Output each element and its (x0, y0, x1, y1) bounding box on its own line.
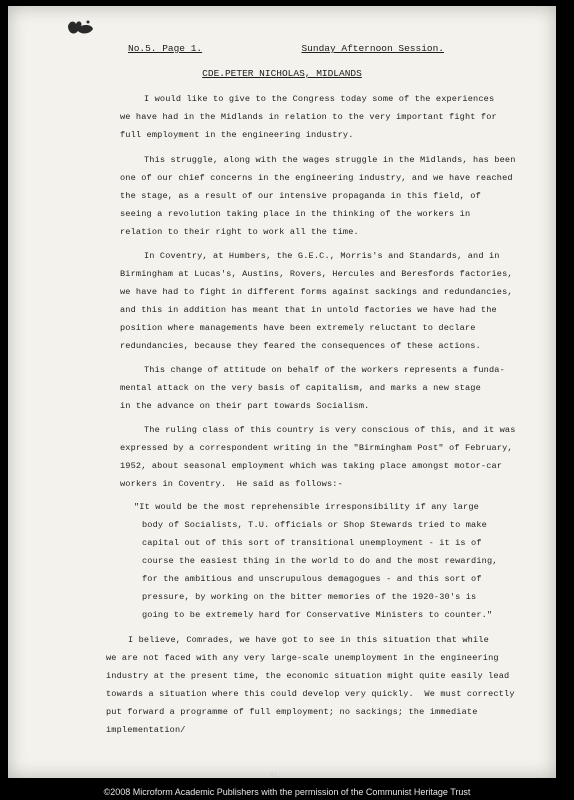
text-line: workers in Coventry. He said as follows:- (120, 479, 343, 489)
copyright-notice: ©2008 Microform Academic Publishers with the permission of the Communist Heritage Trust (103, 787, 471, 797)
text-line: full employment in the engineering industry. (120, 130, 354, 140)
quote-line: course the easiest thing in the world to do and the most rewarding, (142, 556, 498, 566)
text-line: In Coventry, at Humbers, the G.E.C., Morris's and Standards, and in (144, 251, 500, 261)
quote-line: going to be extremely hard for Conservative Ministers to counter." (142, 610, 493, 620)
text-line: in the advance on their part towards Socialism. (120, 401, 370, 411)
ink-blot-mark (66, 18, 96, 38)
text-line: implementation/ (106, 725, 186, 735)
text-line: expressed by a correspondent writing in the "Birmingham Post" of February, (120, 443, 513, 453)
text-line: mental attack on the very basis of capitalism, and marks a new stage (120, 383, 481, 393)
text-line: we are not faced with any very large-scale unemployment in the engineering (106, 653, 499, 663)
speaker-heading: CDE.PETER NICHOLAS, MIDLANDS (202, 68, 362, 79)
text-line: This struggle, along with the wages struggle in the Midlands, has been (144, 155, 516, 165)
document-page (8, 6, 556, 778)
page-reference: No.5. Page 1. (128, 43, 203, 54)
text-line: This change of attitude on behalf of the workers represents a funda- (144, 365, 505, 375)
text-line: put forward a programme of full employment; no sackings; the immediate (106, 707, 478, 717)
quote-line: "It would be the most reprehensible irresponsibility if any large (134, 502, 479, 512)
text-line: redundancies, because they feared the consequences of these actions. (120, 341, 481, 351)
text-line: the stage, as a result of our intensive propaganda in this field, of (120, 191, 481, 201)
page-header (128, 43, 444, 57)
session-label: Sunday Afternoon Session. (301, 43, 444, 54)
quote-line: body of Socialists, T.U. officials or Shop Stewards tried to make (142, 520, 487, 530)
text-line: we have had to fight in different forms against sackings and redundancies, (120, 287, 513, 297)
text-line: 1952, about seasonal employment which was taking place amongst motor-car (120, 461, 503, 471)
quote-line: capital out of this sort of transitional unemployment - it is of (142, 538, 482, 548)
text-line: towards a situation where this could develop very quickly. We must correctly (106, 689, 515, 699)
text-line: I would like to give to the Congress today some of the experiences (144, 94, 495, 104)
text-line: industry at the present time, the economic situation might quite easily lead (106, 671, 510, 681)
text-line: one of our chief concerns in the engineering industry, and we have reached (120, 173, 513, 183)
text-line: position where managements have been extremely reluctant to declare (120, 323, 476, 333)
page-number-mark: 42 (270, 772, 278, 779)
text-line: seeing a revolution taking place in the thinking of the workers in (120, 209, 471, 219)
text-line: we have had in the Midlands in relation to the very important fight for (120, 112, 497, 122)
text-line: Birmingham at Lucas's, Austins, Rovers, Hercules and Beresfords factories, (120, 269, 513, 279)
text-line: relation to their right to work all the time. (120, 227, 359, 237)
text-line: The ruling class of this country is very conscious of this, and it was (144, 425, 516, 435)
text-line: and this in addition has meant that in untold factories we have had the (120, 305, 497, 315)
quote-line: for the ambitious and unscrupulous demagogues - and this sort of (142, 574, 482, 584)
text-line: I believe, Comrades, we have got to see in this situation that while (128, 635, 489, 645)
quote-line: pressure, by working on the bitter memories of the 1920-30's is (142, 592, 477, 602)
